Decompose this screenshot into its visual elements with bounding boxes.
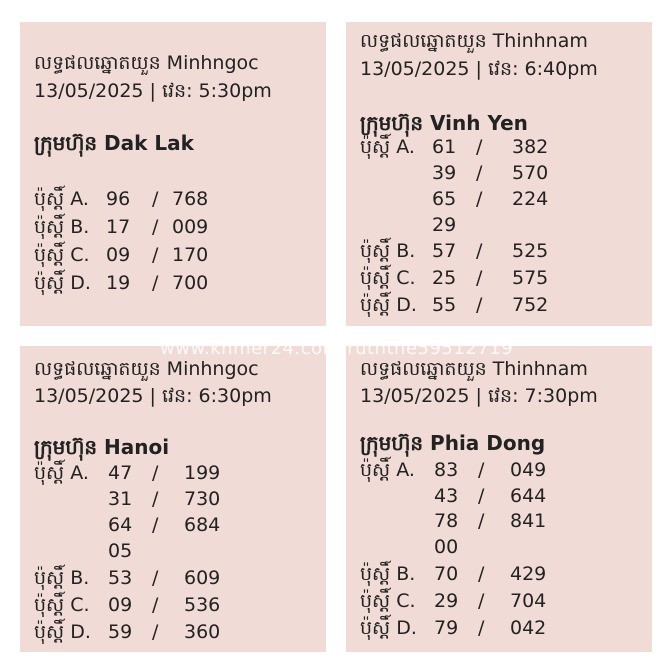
site-watermark: www.khmer24.com/ruththe59512719 bbox=[160, 338, 514, 359]
company-name: ក្រុមហ៊ុន Phia Dong bbox=[360, 431, 546, 455]
separator: / bbox=[476, 240, 483, 262]
result-source-title: លទ្ធផលឆ្នោតយួន Minhngoc bbox=[34, 52, 259, 74]
post-label: ប៉ុស្តិ៍ D. bbox=[360, 294, 417, 316]
post-label: ប៉ុស្តិ៍ C. bbox=[360, 590, 416, 612]
number-3digit: 382 bbox=[512, 136, 549, 158]
number-3digit: 700 bbox=[172, 272, 209, 294]
number-2digit: 09 bbox=[108, 594, 133, 616]
separator: / bbox=[478, 617, 485, 639]
separator: / bbox=[476, 294, 483, 316]
number-2digit: 39 bbox=[432, 162, 457, 184]
number-3digit: 199 bbox=[184, 462, 221, 484]
number-2digit: 83 bbox=[434, 459, 459, 481]
number-3digit: 841 bbox=[510, 510, 547, 532]
number-2digit: 29 bbox=[434, 590, 459, 612]
number-2digit: 70 bbox=[434, 563, 459, 585]
number-2digit: 09 bbox=[106, 244, 131, 266]
post-label: ប៉ុស្តិ៍ B. bbox=[34, 567, 90, 589]
number-2digit: 59 bbox=[108, 621, 133, 643]
separator: / bbox=[152, 244, 159, 266]
number-2digit: 78 bbox=[434, 510, 459, 532]
post-label: ប៉ុស្តិ៍ A. bbox=[360, 136, 415, 158]
company-name: ក្រុមហ៊ុន Vinh Yen bbox=[360, 111, 528, 135]
separator: / bbox=[478, 563, 485, 585]
result-source-title: លទ្ធផលឆ្នោតយួន Thinhnam bbox=[360, 358, 588, 380]
company-name: ក្រុមហ៊ុន Hanoi bbox=[34, 435, 170, 459]
separator: / bbox=[478, 590, 485, 612]
separator: / bbox=[152, 567, 159, 589]
post-label: ប៉ុស្តិ៍ D. bbox=[34, 272, 91, 294]
lottery-result-card-vinh-yen bbox=[346, 22, 652, 326]
post-label: ប៉ុស្តិ៍ D. bbox=[360, 617, 417, 639]
post-label: ប៉ុស្តិ៍ C. bbox=[360, 267, 416, 289]
number-3digit: 704 bbox=[510, 590, 547, 612]
post-label: ប៉ុស្តិ៍ B. bbox=[360, 240, 416, 262]
number-3digit: 730 bbox=[184, 488, 221, 510]
number-3digit: 360 bbox=[184, 621, 221, 643]
result-source-title: លទ្ធផលឆ្នោតយួន Minhngoc bbox=[34, 358, 259, 380]
separator: / bbox=[476, 188, 483, 210]
number-2digit: 55 bbox=[432, 294, 457, 316]
separator: / bbox=[476, 136, 483, 158]
number-2digit: 53 bbox=[108, 567, 133, 589]
separator: / bbox=[476, 267, 483, 289]
post-label: ប៉ុស្តិ៍ A. bbox=[34, 462, 89, 484]
lottery-result-card-phia-dong bbox=[346, 346, 652, 652]
post-label: ប៉ុស្តិ៍ C. bbox=[34, 594, 90, 616]
number-3digit: 575 bbox=[512, 267, 549, 289]
number-2digit: 19 bbox=[106, 272, 131, 294]
separator: / bbox=[152, 462, 159, 484]
number-2digit: 65 bbox=[432, 188, 457, 210]
number-3digit: 684 bbox=[184, 514, 221, 536]
number-2digit: 05 bbox=[108, 540, 133, 562]
separator: / bbox=[478, 485, 485, 507]
number-2digit: 17 bbox=[106, 216, 131, 238]
number-2digit: 79 bbox=[434, 617, 459, 639]
result-date-time: 13/05/2025 | វេន: 6:40pm bbox=[360, 58, 598, 80]
number-2digit: 00 bbox=[434, 536, 459, 558]
number-3digit: 224 bbox=[512, 188, 549, 210]
separator: / bbox=[152, 488, 159, 510]
number-2digit: 47 bbox=[108, 462, 133, 484]
number-3digit: 009 bbox=[172, 216, 209, 238]
separator: / bbox=[152, 216, 159, 238]
number-3digit: 644 bbox=[510, 485, 547, 507]
number-3digit: 042 bbox=[510, 617, 547, 639]
post-label: ប៉ុស្តិ៍ B. bbox=[360, 563, 416, 585]
post-label: ប៉ុស្តិ៍ B. bbox=[34, 216, 90, 238]
separator: / bbox=[152, 272, 159, 294]
post-label: ប៉ុស្តិ៍ D. bbox=[34, 621, 91, 643]
separator: / bbox=[478, 459, 485, 481]
post-label: ប៉ុស្តិ៍ A. bbox=[34, 188, 89, 210]
number-3digit: 170 bbox=[172, 244, 209, 266]
lottery-result-card-dak-lak bbox=[20, 22, 326, 326]
number-2digit: 96 bbox=[106, 188, 131, 210]
separator: / bbox=[152, 188, 159, 210]
post-label: ប៉ុស្តិ៍ C. bbox=[34, 244, 90, 266]
number-3digit: 768 bbox=[172, 188, 209, 210]
company-name: ក្រុមហ៊ុន Dak Lak bbox=[34, 131, 194, 155]
post-label: ប៉ុស្តិ៍ A. bbox=[360, 459, 415, 481]
number-2digit: 57 bbox=[432, 240, 457, 262]
number-2digit: 61 bbox=[432, 136, 457, 158]
number-3digit: 525 bbox=[512, 240, 549, 262]
result-date-time: 13/05/2025 | វេន: 5:30pm bbox=[34, 80, 272, 102]
result-date-time: 13/05/2025 | វេន: 7:30pm bbox=[360, 385, 598, 407]
lottery-result-card-hanoi bbox=[20, 346, 326, 652]
number-3digit: 570 bbox=[512, 162, 549, 184]
separator: / bbox=[152, 514, 159, 536]
result-source-title: លទ្ធផលឆ្នោតយួន Thinhnam bbox=[360, 30, 588, 52]
number-3digit: 049 bbox=[510, 459, 547, 481]
separator: / bbox=[478, 510, 485, 532]
number-2digit: 29 bbox=[432, 214, 457, 236]
result-date-time: 13/05/2025 | វេន: 6:30pm bbox=[34, 385, 272, 407]
number-3digit: 536 bbox=[184, 594, 221, 616]
number-2digit: 25 bbox=[432, 267, 457, 289]
number-2digit: 31 bbox=[108, 488, 133, 510]
number-3digit: 752 bbox=[512, 294, 549, 316]
separator: / bbox=[476, 162, 483, 184]
number-3digit: 609 bbox=[184, 567, 221, 589]
separator: / bbox=[152, 594, 159, 616]
number-2digit: 43 bbox=[434, 485, 459, 507]
number-2digit: 64 bbox=[108, 514, 133, 536]
separator: / bbox=[152, 621, 159, 643]
number-3digit: 429 bbox=[510, 563, 547, 585]
